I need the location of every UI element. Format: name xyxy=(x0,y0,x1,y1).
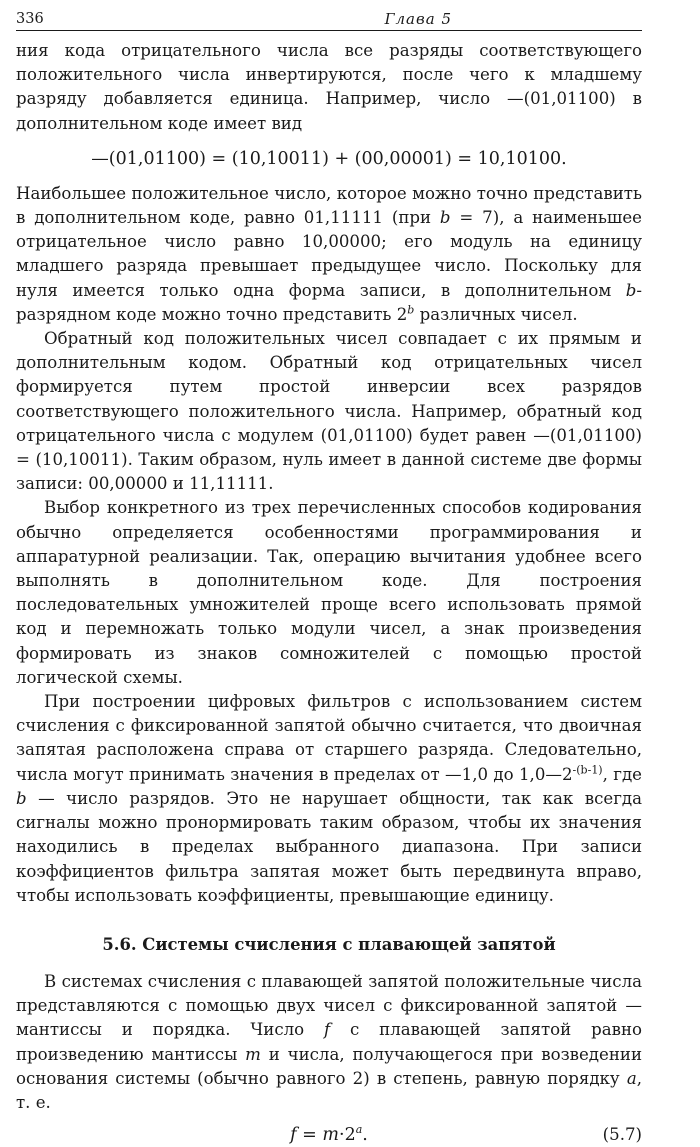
var-b: b xyxy=(439,208,451,228)
exponent-b: b xyxy=(407,303,415,317)
paragraph-5-text-d: — число разрядов. Это не нарушает общности, так как всегда сигналы можно пронормировать таким образом, чтобы их значения находились в пределах выбранного диапазона. При записи коэффициентов фильтра запятая может быть передвинута вправо, чтобы использовать коэффициенты, превышающие единицу. xyxy=(16,788,642,905)
exponent: -(b-1) xyxy=(572,763,603,777)
equation-number: (5.7) xyxy=(602,1125,642,1145)
period: . xyxy=(362,1125,368,1146)
var-a: a xyxy=(626,1068,637,1088)
paragraph-2-text-c: = 7), а наименьшее отрицательное число равно 10,00000; его модуль на единицу младшего разряда превышает предыдущее число. Поскольку для нуля имеется только одна форма записи, в дополнительном xyxy=(16,208,642,300)
paragraph-5-text-a: При построении цифровых фильтров с использованием систем счисления с фиксированной запятой обычно считается, что двоичная запятая расположена справа от старшего разряда. Следовательно, числа могут принимать значения в пределах от —1,0 до 1,0—2 xyxy=(16,692,642,784)
var-f: f xyxy=(290,1125,297,1146)
paragraph-1: ния кода отрицательного числа все разряды соответствующего положительного числа инвертируются, после чего к младшему разряду добавляется единица. Например, число —(01,01100) в дополнительном коде имеет вид xyxy=(16,41,642,133)
chapter-title: Глава 5 xyxy=(384,10,452,28)
paragraph-6-text-b: с плавающей запятой равно произведению мантиссы xyxy=(16,1020,642,1064)
equation-1: —(01,01100) = (10,10011) + (00,00001) = 10,10100. xyxy=(91,148,567,169)
equals-sign: = xyxy=(296,1125,323,1146)
paragraph-2-text-a: Наибольшее положительное число, которое можно точно представить в дополнительном коде, равно 01,11111 (при xyxy=(16,183,642,228)
var-m: m xyxy=(322,1125,340,1146)
paragraph-6-text-c: и числа, получающегося при возведении основания системы (обычно равного 2) в степень, равную порядку xyxy=(16,1044,643,1088)
exponent-a: a xyxy=(355,1123,363,1137)
page-header xyxy=(16,10,642,31)
paragraph-4: Выбор конкретного из трех перечисленных способов кодирования обычно определяется особенностями программирования и аппаратурной реализации. Так, операцию вычитания удобнее всего выполнять в дополнительном коде. Для построения последовательных умножителей проще всего использовать прямой код и перемножать только модули чисел, а знак произведения формировать из знаков сомножителей с помощью простой логической схемы. xyxy=(16,498,642,687)
paragraph-5-text-b: , где xyxy=(602,764,642,784)
section-heading: 5.6. Системы счисления с плавающей запятой xyxy=(102,934,556,954)
paragraph-6 xyxy=(16,970,642,1115)
paragraph-2-text-f: различных чисел. xyxy=(414,304,578,324)
paragraph-2 xyxy=(16,182,642,327)
var-m: m xyxy=(245,1044,261,1064)
paragraph-3: Обратный код положительных чисел совпадает с их прямым и дополнительным кодом. Обратный код отрицательных чисел формируется путем простой инверсии всех разрядов соответствующего положительного числа. Например, обратный код отрицательного числа с модулем (01,01100) будет равен —(01,01100) = (10,10011). Таким образом, нуль имеет в данной системе две формы записи: 00,00000 и 11,11111. xyxy=(16,329,642,494)
equation-5-7 xyxy=(16,1123,642,1147)
paragraph-6-text-d: , т. е. xyxy=(16,1068,642,1112)
paragraph-5 xyxy=(16,690,642,908)
paragraph-2-text-e: -разрядном коде можно точно представить 2 xyxy=(16,280,642,324)
var-b: b xyxy=(16,788,27,808)
equation-5-7-body xyxy=(290,1125,368,1145)
var-f: f xyxy=(324,1020,331,1040)
page-number: 336 xyxy=(16,11,44,27)
var-b: b xyxy=(625,280,637,300)
times-two: ·2 xyxy=(339,1125,356,1146)
paragraph-6-text-a: В системах счисления с плавающей запятой положительные числа представляются с помощью двух чисел с фиксированной запятой — мантиссы и порядка. Число xyxy=(16,971,642,1040)
